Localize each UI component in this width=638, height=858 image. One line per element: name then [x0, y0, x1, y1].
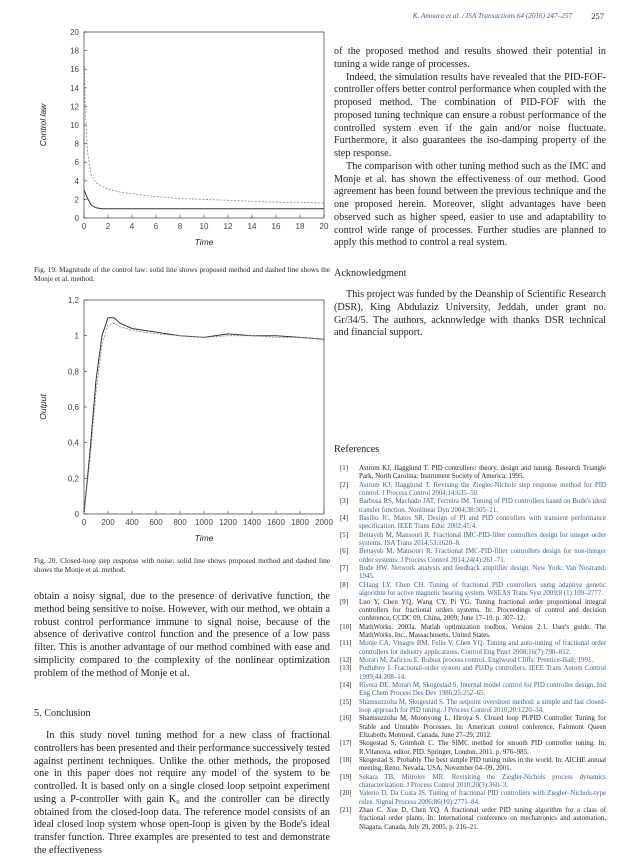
x-tick-label: 800	[173, 518, 187, 527]
reference-item[interactable]: [5] Bettayeb M, Mansouri R. Fractional IMC-PID-filter controllers design for integer order systems. ISA Trans 2014;53:1620–8.	[340, 531, 606, 548]
x-tick-label: 20	[319, 222, 329, 231]
x-tick-label: 4	[129, 222, 135, 231]
y-tick-label: 12	[70, 102, 79, 112]
y-tick-label: 18	[70, 46, 79, 56]
x-tick-label: 1200	[219, 518, 237, 527]
y-tick-label: 0	[74, 214, 79, 223]
left-paragraph-noise	[34, 591, 330, 680]
y-tick-label: 0,6	[67, 403, 79, 412]
plot-frame	[84, 300, 324, 514]
x-axis-label: Time	[194, 237, 214, 247]
reference-item[interactable]: [15] Shamsuzzoha M, Skogestad S. The setpoint overshoot method: a simple and fast closed-loop approach for PID tuning. J Process Control 2010;20:1220–34.	[340, 698, 606, 714]
reference-item: [9] Luo Y, Chen YQ, Wang CY, Pi YG. Tuning fractional order proportional integral controllers for fractional orders systems. In: Proceedings of control and decision conference, CCDC 09, China, 2009; June 17–19. p. 307–12.	[340, 598, 606, 623]
x-tick-label: 600	[149, 518, 163, 527]
y-tick-label: 2	[74, 195, 79, 205]
paragraph: obtain a noisy signal, due to the presence of derivative function, the method being sensitive to noise. However, with our method, we obtain a robust control performance immune to signal noise, because of the absence of derivative control function and the presence of a low pass filter. This is another advantage of our method combined with ease and simplicity compared to the complexity of the nonlinear optimization problem of the method of Monje et al.	[34, 591, 330, 679]
page-number: 257	[591, 11, 604, 21]
paragraph: The comparison with other tuning method such as the IMC and Monje et al. has shown the effectiveness of our method. Good agreement has been found between the previous technique and the one proposed herein. Moreover, slight advantages have been observed such as higher speed, easier to use and adaptability to control wide range of processes. Further studies are planned to apply this method to control a real system.	[334, 160, 606, 249]
x-tick-label: 12	[223, 222, 233, 231]
y-axis-label: Output	[38, 394, 48, 420]
reference-item[interactable]: [8] CHang LY, Chen CH. Tuning of fractional PID controllers using adaptive genetic algorithm for active magnetic bearing system. WSEAS Trans Syst 2009;8 (1):109–2777.	[340, 581, 606, 598]
references-list	[340, 465, 606, 832]
reference-item[interactable]: [19] Sekara TB, Mitrolev MR. Revisiting the Ziegler-Nichols process dynamics characterization. J Process Control 2010;20(3):360–3.	[340, 773, 606, 790]
x-tick-label: 14	[247, 222, 257, 231]
section-heading-conclusion: 5. Conclusion	[34, 708, 91, 719]
right-column-conclusion	[334, 46, 606, 250]
left-paragraph-conclusion	[34, 730, 330, 858]
reference-item[interactable]: [13] Podlubny I. Fractional-order system and PIλDμ controllers. IEEE Trans Autom Control 1999;44:208–14.	[340, 665, 606, 681]
y-tick-label: 1,2	[67, 296, 79, 305]
figure-20	[34, 292, 333, 554]
y-tick-label: 10	[70, 121, 79, 130]
y-tick-label: 6	[74, 158, 79, 168]
y-tick-label: 16	[70, 65, 79, 75]
reference-item: [17] Skogestad S, Grimholt C. The SIMC method for smooth PID controller tuning. In: R.Vilanova, editor. PID. Springer, London, 2011. p. 976–985.	[340, 740, 606, 756]
figure-19-caption: Fig. 19. Magnitude of the control law: solid line shows proposed method and dashed line shows the Monje et al. method.	[34, 265, 330, 283]
x-tick-label: 400	[125, 518, 139, 527]
x-tick-label: 2	[105, 222, 111, 231]
y-tick-label: 14	[70, 83, 79, 93]
reference-item[interactable]: [3] Barbosa RS, Machado JAT, Ferreira IM. Tuning of PID controllers based on Bode's ideal transfer function. Nonlinear Dyn 2004;38:305–21.	[340, 498, 606, 514]
y-tick-label: 1	[74, 331, 79, 341]
reference-item: [21] Zhao C, Xue D, Chen YQ. A fractional order PID tuning algorithm for a class of fractional order plants. In: International conference on mechatronics and automation, Niagara, Canada, July 29, 2005. p. 216–21.	[340, 807, 606, 831]
x-axis-label: Time	[194, 533, 214, 543]
y-tick-label: 0	[74, 510, 79, 519]
acknowledgment-text	[334, 289, 606, 340]
reference-item: [16] Shamsuzzoha M, Moonyong L, Hiroya S. Closed loop PI/PID Controller Tuning for Stable and Unstable Processes. In: American control conference, Fairmont Queen Elizabeth, Montreal, Canada, June 27–29, 2012.	[340, 715, 606, 739]
reference-item: [10] MathWorks. 2003a. Matlab optimization toolbox, Version 2.1. User's guide. The MathWorks, Inc., Massachusetts, United States.	[340, 623, 606, 639]
y-axis-label: Control law	[38, 103, 48, 147]
paragraph: This project was funded by the Deanship of Scientific Research (DSR), King Abdulaziz University, Jeddah, under grant no. Gr/34/5. The authors, acknowledge with thanks DSR technical and financial support.	[334, 289, 606, 339]
x-tick-label: 0	[81, 518, 87, 527]
x-tick-label: 10	[199, 222, 209, 231]
y-tick-label: 20	[70, 28, 79, 37]
journal-citation: K. Amoura et al. / ISA Transactions 64 (2016) 247–257	[412, 12, 572, 20]
reference-item[interactable]: [12] Morari M, Zafiriou E. Robust process control. Englwood Cliffs: Prentice-Hall; 1991.	[340, 656, 594, 664]
figure-19	[34, 26, 330, 258]
paragraph: In this study novel tuning method for a new class of fractional controllers has been presented and their performance successively tested against pertinent techniques. Unlike the other methods, the proposed one in this paper does not require any model of the system to be controlled. It is based only on a single closed loop setpoint experiment using a P-controller with gain K₀ and the controller can be directly obtained from the closed-loop data. The reference model consists of an ideal closed loop system whose open-loop is given by the Bode's ideal transfer function. Three examples are presented to test and demonstrate the effectiveness	[34, 730, 330, 856]
reference-item[interactable]: [2] Astrom KJ, Hagglund T. Revising the Ziegler-Nichols step response method for PID control. J Process Control 2004;14:635–50.	[340, 481, 606, 498]
y-tick-label: 8	[74, 139, 79, 149]
y-tick-label: 4	[74, 176, 79, 186]
paragraph: of the proposed method and results showed their potential in tuning a wide range of processes.	[334, 46, 606, 70]
x-tick-label: 6	[153, 222, 159, 231]
plot-frame	[84, 32, 324, 218]
control-law-chart	[34, 26, 330, 258]
reference-item[interactable]: [11] Monje CA, Vinagre BM, Feliu V, Chen YQ. Tuning and auto-tuning of fractional order controllers for industry applications. Control Eng Pract 2008;16(7):798–812.	[340, 640, 606, 656]
y-tick-label: 0,2	[67, 474, 79, 484]
series-line-dashed	[84, 41, 324, 203]
reference-item: [18] Skogestad S. Probably The best simple PID tuning rules in the world. In: AICHE annual meeting, Reno, Nevada, USA, November 04–09, 2001.	[340, 757, 606, 773]
paragraph: Indeed, the simulation results have revealed that the PID-FOF-controller offers better control performance when coupled with the proposed method. The combination of PID-FOF with the proposed tuning technique can ensure a robust performance of the controlled system even if the gain and/or noise fluctuate. Furthermore, it also guarantees the iso-damping property of the step response.	[334, 71, 606, 159]
reference-item[interactable]: [14] Rivera DE, Morari M, Skogestad S. Internal model control for PID controller design. Ind Eng Chem Process Des Dev 1986;25:252–65.	[340, 681, 606, 698]
y-tick-label: 0,8	[67, 367, 79, 377]
reference-item[interactable]: [6] Bettayeb M, Mansouri R. Fractional IMC-PID-filter controllers design for non-integer order systems. J Process Control 2014;24(4):261–71.	[340, 548, 606, 564]
x-tick-label: 2000	[315, 518, 333, 527]
references-heading: References	[334, 444, 380, 455]
x-tick-label: 8	[177, 222, 183, 231]
series-line-solid	[84, 318, 324, 514]
x-tick-label: 1600	[267, 518, 285, 527]
reference-item[interactable]: [7] Bode HW. Network analysis and feedback amplifier design. New York: Van Nostrand; 1945.	[340, 565, 606, 581]
x-tick-label: 1400	[243, 518, 261, 527]
x-tick-label: 0	[81, 222, 87, 231]
step-response-chart	[34, 292, 333, 554]
series-line-dashed	[84, 323, 324, 514]
x-tick-label: 1800	[291, 518, 309, 527]
running-header	[0, 10, 638, 24]
x-tick-label: 18	[295, 222, 305, 231]
acknowledgment-heading: Acknowledgment	[334, 268, 407, 279]
reference-item: [1] Astrom KJ, Hagglund T. PID controllers: theory, design and tuning. Research Triangle Park, North Carolina: Instrument Society of America; 1995.	[340, 465, 606, 481]
reference-item[interactable]: [4] Basilio JC, Matos SR. Design of PI and PID controllers with transient performance specification. IEEE Trans Educ 2002;45:4.	[340, 515, 606, 531]
x-tick-label: 1000	[195, 518, 213, 527]
reference-item[interactable]: [20] Valerio D, Da Costa JS. Tuning of fractional PID controllers with Ziegler–Nichols-type rules. Signal Process 2006;86(10):2771–84.	[340, 790, 606, 806]
y-tick-label: 0,4	[67, 438, 79, 448]
figure-20-caption: Fig. 20. Closed-loop step response with noise: solid line shows proposed method and dashed line shows the Monje et al. method.	[34, 556, 330, 574]
x-tick-label: 16	[271, 222, 281, 231]
x-tick-label: 200	[101, 518, 115, 527]
